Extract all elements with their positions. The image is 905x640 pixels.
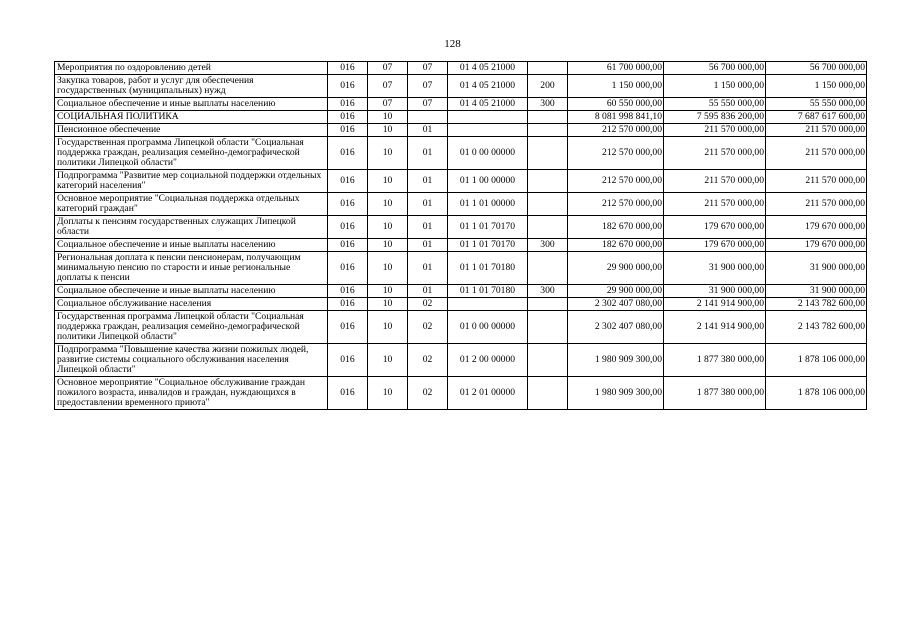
section-code-cell: 10 — [368, 193, 408, 216]
amount-year1-cell: 212 570 000,00 — [568, 137, 664, 170]
row-name-cell: СОЦИАЛЬНАЯ ПОЛИТИКА — [55, 111, 328, 124]
expense-type-cell — [528, 193, 568, 216]
expense-type-cell — [528, 311, 568, 344]
target-article-cell: 01 1 00 00000 — [448, 170, 528, 193]
row-name-cell: Подпрограмма "Повышение качества жизни пожилых людей, развитие системы социального обслуживания населения Липецкой области" — [55, 344, 328, 377]
target-article-cell: 01 1 01 70170 — [448, 216, 528, 239]
budget-table — [54, 61, 867, 410]
section-code-cell: 10 — [368, 137, 408, 170]
row-name-cell: Региональная доплата к пенсии пенсионерам, получающим минимальную пенсию по старости и иные региональные доплаты к пенсии — [55, 252, 328, 285]
table-row — [55, 62, 867, 75]
ministry-code-cell: 016 — [328, 377, 368, 410]
expense-type-cell — [528, 170, 568, 193]
ministry-code-cell: 016 — [328, 170, 368, 193]
target-article-cell: 01 4 05 21000 — [448, 98, 528, 111]
ministry-code-cell: 016 — [328, 216, 368, 239]
expense-type-cell: 200 — [528, 75, 568, 98]
target-article-cell: 01 4 05 21000 — [448, 62, 528, 75]
amount-year1-cell: 29 900 000,00 — [568, 285, 664, 298]
expense-type-cell: 300 — [528, 98, 568, 111]
amount-year2-cell: 1 877 380 000,00 — [664, 377, 766, 410]
row-name-cell: Подпрограмма "Развитие мер социальной поддержки отдельных категорий населения" — [55, 170, 328, 193]
table-row — [55, 285, 867, 298]
ministry-code-cell: 016 — [328, 98, 368, 111]
section-code-cell: 10 — [368, 377, 408, 410]
amount-year1-cell: 182 670 000,00 — [568, 216, 664, 239]
table-row — [55, 252, 867, 285]
amount-year3-cell: 55 550 000,00 — [766, 98, 867, 111]
ministry-code-cell: 016 — [328, 62, 368, 75]
row-name-cell: Социальное обслуживание населения — [55, 298, 328, 311]
ministry-code-cell: 016 — [328, 311, 368, 344]
amount-year3-cell: 31 900 000,00 — [766, 285, 867, 298]
row-name-cell: Социальное обеспечение и иные выплаты населению — [55, 239, 328, 252]
row-name-cell: Пенсионное обеспечение — [55, 124, 328, 137]
subsection-code-cell: 01 — [408, 239, 448, 252]
target-article-cell: 01 2 00 00000 — [448, 344, 528, 377]
table-row — [55, 75, 867, 98]
subsection-code-cell — [408, 111, 448, 124]
ministry-code-cell: 016 — [328, 111, 368, 124]
section-code-cell: 07 — [368, 75, 408, 98]
row-name-cell: Основное мероприятие "Социальная поддержка отдельных категорий граждан" — [55, 193, 328, 216]
table-row — [55, 124, 867, 137]
amount-year1-cell: 61 700 000,00 — [568, 62, 664, 75]
table-row — [55, 98, 867, 111]
amount-year2-cell: 2 141 914 900,00 — [664, 298, 766, 311]
amount-year3-cell: 2 143 782 600,00 — [766, 311, 867, 344]
subsection-code-cell: 01 — [408, 170, 448, 193]
amount-year2-cell: 211 570 000,00 — [664, 193, 766, 216]
target-article-cell: 01 1 01 70180 — [448, 285, 528, 298]
amount-year1-cell: 212 570 000,00 — [568, 193, 664, 216]
target-article-cell: 01 4 05 21000 — [448, 75, 528, 98]
subsection-code-cell: 07 — [408, 62, 448, 75]
expense-type-cell — [528, 252, 568, 285]
ministry-code-cell: 016 — [328, 285, 368, 298]
table-row — [55, 193, 867, 216]
page-number: 128 — [444, 38, 461, 50]
amount-year3-cell: 211 570 000,00 — [766, 193, 867, 216]
amount-year2-cell: 211 570 000,00 — [664, 170, 766, 193]
subsection-code-cell: 02 — [408, 344, 448, 377]
row-name-cell: Основное мероприятие "Социальное обслуживание граждан пожилого возраста, инвалидов и граждан, нуждающихся в предоставлении временного приюта" — [55, 377, 328, 410]
amount-year1-cell: 2 302 407 080,00 — [568, 298, 664, 311]
amount-year3-cell: 211 570 000,00 — [766, 124, 867, 137]
target-article-cell: 01 2 01 00000 — [448, 377, 528, 410]
expense-type-cell — [528, 137, 568, 170]
table-row — [55, 137, 867, 170]
target-article-cell: 01 0 00 00000 — [448, 137, 528, 170]
amount-year1-cell: 212 570 000,00 — [568, 170, 664, 193]
table-row — [55, 239, 867, 252]
target-article-cell: 01 0 00 00000 — [448, 311, 528, 344]
amount-year1-cell: 60 550 000,00 — [568, 98, 664, 111]
amount-year2-cell: 31 900 000,00 — [664, 285, 766, 298]
expense-type-cell — [528, 298, 568, 311]
amount-year2-cell: 2 141 914 900,00 — [664, 311, 766, 344]
section-code-cell: 10 — [368, 252, 408, 285]
ministry-code-cell: 016 — [328, 344, 368, 377]
expense-type-cell: 300 — [528, 285, 568, 298]
amount-year1-cell: 212 570 000,00 — [568, 124, 664, 137]
subsection-code-cell: 01 — [408, 193, 448, 216]
section-code-cell: 10 — [368, 170, 408, 193]
subsection-code-cell: 01 — [408, 137, 448, 170]
section-code-cell: 10 — [368, 111, 408, 124]
row-name-cell: Государственная программа Липецкой области "Социальная поддержка граждан, реализация семейно-демографической политики Липецкой области" — [55, 311, 328, 344]
section-code-cell: 07 — [368, 62, 408, 75]
expense-type-cell — [528, 344, 568, 377]
amount-year3-cell: 1 150 000,00 — [766, 75, 867, 98]
expense-type-cell: 300 — [528, 239, 568, 252]
row-name-cell: Доплаты к пенсиям государственных служащих Липецкой области — [55, 216, 328, 239]
amount-year2-cell: 7 595 836 200,00 — [664, 111, 766, 124]
amount-year2-cell: 211 570 000,00 — [664, 124, 766, 137]
subsection-code-cell: 01 — [408, 124, 448, 137]
amount-year3-cell: 7 687 617 600,00 — [766, 111, 867, 124]
table-row — [55, 298, 867, 311]
amount-year2-cell: 31 900 000,00 — [664, 252, 766, 285]
section-code-cell: 10 — [368, 311, 408, 344]
row-name-cell: Закупка товаров, работ и услуг для обеспечения государственных (муниципальных) нужд — [55, 75, 328, 98]
amount-year2-cell: 55 550 000,00 — [664, 98, 766, 111]
expense-type-cell — [528, 124, 568, 137]
amount-year1-cell: 1 150 000,00 — [568, 75, 664, 98]
expense-type-cell — [528, 377, 568, 410]
ministry-code-cell: 016 — [328, 298, 368, 311]
row-name-cell: Мероприятия по оздоровлению детей — [55, 62, 328, 75]
table-row — [55, 170, 867, 193]
amount-year3-cell: 31 900 000,00 — [766, 252, 867, 285]
ministry-code-cell: 016 — [328, 124, 368, 137]
target-article-cell: 01 1 01 00000 — [448, 193, 528, 216]
table-row — [55, 111, 867, 124]
row-name-cell: Социальное обеспечение и иные выплаты населению — [55, 98, 328, 111]
expense-type-cell — [528, 216, 568, 239]
amount-year3-cell: 56 700 000,00 — [766, 62, 867, 75]
amount-year1-cell: 1 980 909 300,00 — [568, 344, 664, 377]
amount-year3-cell: 1 878 106 000,00 — [766, 377, 867, 410]
ministry-code-cell: 016 — [328, 137, 368, 170]
row-name-cell: Государственная программа Липецкой области "Социальная поддержка граждан, реализация семейно-демографической политики Липецкой области" — [55, 137, 328, 170]
amount-year2-cell: 1 150 000,00 — [664, 75, 766, 98]
subsection-code-cell: 01 — [408, 252, 448, 285]
subsection-code-cell: 02 — [408, 377, 448, 410]
ministry-code-cell: 016 — [328, 239, 368, 252]
table-row — [55, 344, 867, 377]
amount-year1-cell: 29 900 000,00 — [568, 252, 664, 285]
section-code-cell: 10 — [368, 239, 408, 252]
amount-year2-cell: 211 570 000,00 — [664, 137, 766, 170]
row-name-cell: Социальное обеспечение и иные выплаты населению — [55, 285, 328, 298]
subsection-code-cell: 02 — [408, 298, 448, 311]
target-article-cell: 01 1 01 70180 — [448, 252, 528, 285]
table-row — [55, 311, 867, 344]
subsection-code-cell: 07 — [408, 75, 448, 98]
section-code-cell: 10 — [368, 344, 408, 377]
ministry-code-cell: 016 — [328, 75, 368, 98]
amount-year2-cell: 56 700 000,00 — [664, 62, 766, 75]
subsection-code-cell: 02 — [408, 311, 448, 344]
amount-year3-cell: 211 570 000,00 — [766, 137, 867, 170]
amount-year3-cell: 2 143 782 600,00 — [766, 298, 867, 311]
amount-year1-cell: 8 081 998 841,10 — [568, 111, 664, 124]
table-row — [55, 216, 867, 239]
amount-year3-cell: 1 878 106 000,00 — [766, 344, 867, 377]
amount-year1-cell: 1 980 909 300,00 — [568, 377, 664, 410]
amount-year3-cell: 211 570 000,00 — [766, 170, 867, 193]
target-article-cell: 01 1 01 70170 — [448, 239, 528, 252]
section-code-cell: 10 — [368, 298, 408, 311]
amount-year1-cell: 2 302 407 080,00 — [568, 311, 664, 344]
amount-year3-cell: 179 670 000,00 — [766, 216, 867, 239]
target-article-cell — [448, 111, 528, 124]
section-code-cell: 10 — [368, 285, 408, 298]
subsection-code-cell: 01 — [408, 216, 448, 239]
section-code-cell: 07 — [368, 98, 408, 111]
amount-year2-cell: 1 877 380 000,00 — [664, 344, 766, 377]
table-row — [55, 377, 867, 410]
expense-type-cell — [528, 111, 568, 124]
section-code-cell: 10 — [368, 124, 408, 137]
target-article-cell — [448, 298, 528, 311]
ministry-code-cell: 016 — [328, 193, 368, 216]
subsection-code-cell: 07 — [408, 98, 448, 111]
amount-year1-cell: 182 670 000,00 — [568, 239, 664, 252]
amount-year3-cell: 179 670 000,00 — [766, 239, 867, 252]
section-code-cell: 10 — [368, 216, 408, 239]
target-article-cell — [448, 124, 528, 137]
subsection-code-cell: 01 — [408, 285, 448, 298]
amount-year2-cell: 179 670 000,00 — [664, 216, 766, 239]
amount-year2-cell: 179 670 000,00 — [664, 239, 766, 252]
expense-type-cell — [528, 62, 568, 75]
ministry-code-cell: 016 — [328, 252, 368, 285]
